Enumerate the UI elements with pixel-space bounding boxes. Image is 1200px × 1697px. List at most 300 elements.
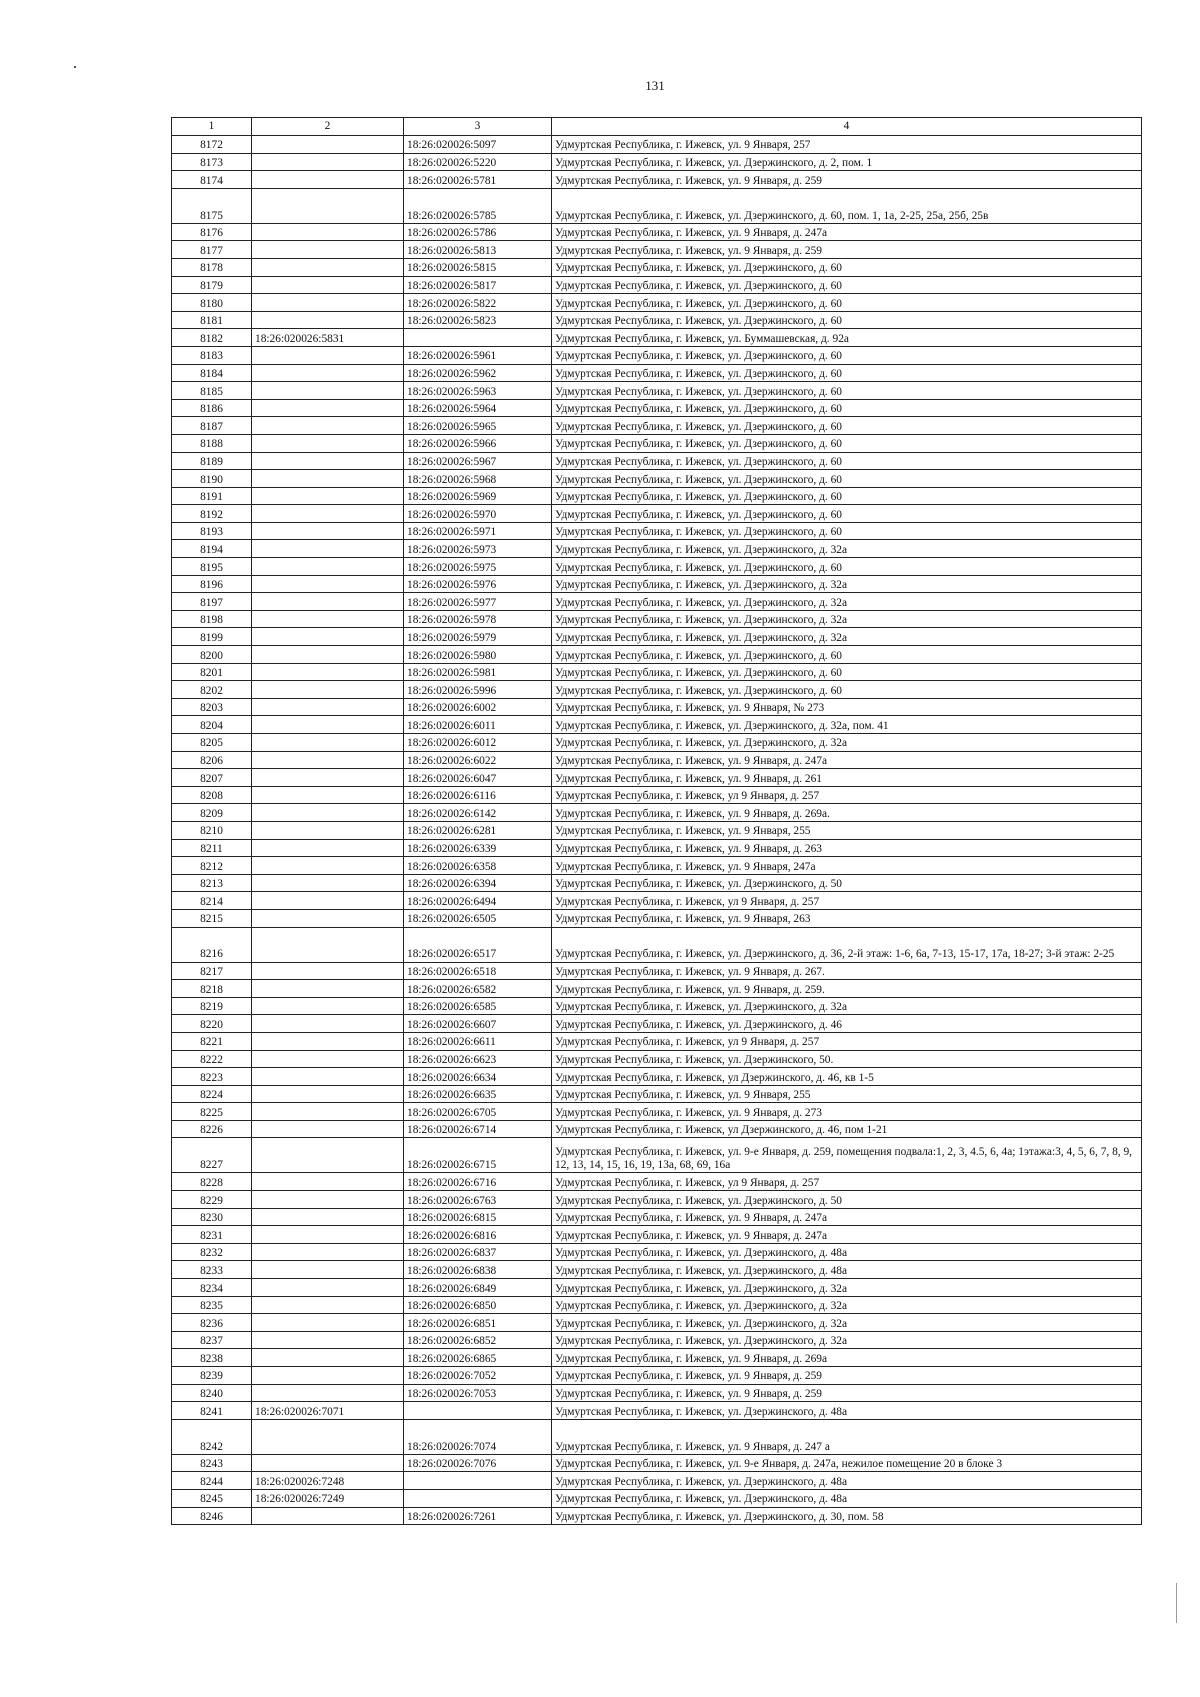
parcel-number-cell (252, 311, 404, 329)
scan-edge-mark (1176, 1583, 1177, 1623)
cadastral-number-cell: 18:26:020026:6838 (404, 1261, 552, 1279)
cadastral-number-cell: 18:26:020026:5979 (404, 628, 552, 646)
parcel-number-cell (252, 769, 404, 787)
address-cell: Удмуртская Республика, г. Ижевск, ул. Дзержинского, д. 60 (552, 470, 1142, 488)
address-cell: Удмуртская Республика, г. Ижевск, ул. 9 Января, д. 259 (552, 241, 1142, 259)
address-cell: Удмуртская Республика, г. Ижевск, ул. Дзержинского, д. 60 (552, 505, 1142, 523)
cadastral-number-cell: 18:26:020026:6394 (404, 874, 552, 892)
cadastral-number-cell: 18:26:020026:6635 (404, 1085, 552, 1103)
cadastral-number-cell: 18:26:020026:5977 (404, 593, 552, 611)
row-number-cell: 8224 (172, 1085, 252, 1103)
table-row (172, 1384, 1142, 1402)
table-row (172, 1402, 1142, 1420)
row-number-cell: 8213 (172, 874, 252, 892)
address-cell: Удмуртская Республика, г. Ижевск, ул. 9 Января, д. 259 (552, 1384, 1142, 1402)
table-row (172, 663, 1142, 681)
row-number-cell: 8242 (172, 1419, 252, 1454)
address-cell: Удмуртская Республика, г. Ижевск, ул. 9 Января, д. 269а (552, 1349, 1142, 1367)
table-row (172, 540, 1142, 558)
table-row (172, 1314, 1142, 1332)
row-number-cell: 8196 (172, 575, 252, 593)
address-cell: Удмуртская Республика, г. Ижевск, ул. 9 Января, 263 (552, 909, 1142, 927)
table-row (172, 1191, 1142, 1209)
table-row (172, 1349, 1142, 1367)
cadastral-number-cell: 18:26:020026:5975 (404, 558, 552, 576)
address-cell: Удмуртская Республика, г. Ижевск, ул. 9 Января, д. 247а (552, 223, 1142, 241)
table-row (172, 575, 1142, 593)
table-row (172, 1331, 1142, 1349)
table-row (172, 329, 1142, 347)
address-cell: Удмуртская Республика, г. Ижевск, ул. Буммашевская, д. 92а (552, 329, 1142, 347)
parcel-number-cell (252, 646, 404, 664)
table-row (172, 258, 1142, 276)
table-row (172, 821, 1142, 839)
table-row (172, 997, 1142, 1015)
address-cell: Удмуртская Республика, г. Ижевск, ул. Дзержинского, д. 32а (552, 1296, 1142, 1314)
row-number-cell: 8203 (172, 698, 252, 716)
row-number-cell: 8225 (172, 1103, 252, 1121)
row-number-cell: 8176 (172, 223, 252, 241)
cadastral-number-cell: 18:26:020026:5968 (404, 470, 552, 488)
row-number-cell: 8236 (172, 1314, 252, 1332)
address-cell: Удмуртская Республика, г. Ижевск, ул. Дзержинского, д. 60 (552, 663, 1142, 681)
cadastral-number-cell: 18:26:020026:6634 (404, 1068, 552, 1086)
row-number-cell: 8197 (172, 593, 252, 611)
parcel-number-cell (252, 1138, 404, 1173)
table-row (172, 857, 1142, 875)
column-header-3: 3 (404, 118, 552, 136)
table-row (172, 1367, 1142, 1385)
parcel-number-cell (252, 276, 404, 294)
row-number-cell: 8235 (172, 1296, 252, 1314)
parcel-number-cell (252, 1015, 404, 1033)
table-row (172, 136, 1142, 154)
row-number-cell: 8207 (172, 769, 252, 787)
parcel-number-cell (252, 909, 404, 927)
table-row (172, 364, 1142, 382)
address-cell: Удмуртская Республика, г. Ижевск, ул. Дзержинского, д. 32а (552, 540, 1142, 558)
cadastral-table (171, 117, 1142, 1525)
cadastral-number-cell: 18:26:020026:5962 (404, 364, 552, 382)
address-cell: Удмуртская Республика, г. Ижевск, ул. Дзержинского, д. 60 (552, 434, 1142, 452)
address-cell: Удмуртская Республика, г. Ижевск, ул. 9-е Января, д. 247а, нежилое помещение 20 в блоке 3 (552, 1454, 1142, 1472)
cadastral-number-cell: 18:26:020026:6865 (404, 1349, 552, 1367)
cadastral-number-cell: 18:26:020026:5966 (404, 434, 552, 452)
parcel-number-cell (252, 434, 404, 452)
cadastral-number-cell: 18:26:020026:6850 (404, 1296, 552, 1314)
row-number-cell: 8233 (172, 1261, 252, 1279)
address-cell: Удмуртская Республика, г. Ижевск, ул. Дзержинского, д. 60 (552, 294, 1142, 312)
table-row (172, 980, 1142, 998)
table-row (172, 487, 1142, 505)
address-cell: Удмуртская Республика, г. Ижевск, ул. 9-е Января, д. 259, помещения подвала:1, 2, 3, 4.5, 6, 4а; 1этажа:3, 4, 5, 6, 7, 8, 9, 12, 13, 14, 15, 16, 19, 13а, 68, 69, 16а (552, 1138, 1142, 1173)
row-number-cell: 8178 (172, 258, 252, 276)
cadastral-number-cell: 18:26:020026:6281 (404, 821, 552, 839)
parcel-number-cell (252, 1032, 404, 1050)
parcel-number-cell (252, 1085, 404, 1103)
row-number-cell: 8191 (172, 487, 252, 505)
table-row (172, 628, 1142, 646)
table-row (172, 1296, 1142, 1314)
row-number-cell: 8209 (172, 804, 252, 822)
row-number-cell: 8226 (172, 1120, 252, 1138)
row-number-cell: 8229 (172, 1191, 252, 1209)
cadastral-number-cell: 18:26:020026:6607 (404, 1015, 552, 1033)
cadastral-number-cell (404, 1402, 552, 1420)
cadastral-number-cell: 18:26:020026:5980 (404, 646, 552, 664)
cadastral-number-cell: 18:26:020026:6142 (404, 804, 552, 822)
parcel-number-cell (252, 1367, 404, 1385)
table-row (172, 1208, 1142, 1226)
address-cell: Удмуртская Республика, г. Ижевск, ул. Дзержинского, д. 48а (552, 1489, 1142, 1507)
parcel-number-cell (252, 1507, 404, 1525)
address-cell: Удмуртская Республика, г. Ижевск, ул. 9 Января, 257 (552, 136, 1142, 154)
cadastral-number-cell: 18:26:020026:5963 (404, 382, 552, 400)
parcel-number-cell (252, 558, 404, 576)
cadastral-number-cell: 18:26:020026:6716 (404, 1173, 552, 1191)
table-row (172, 909, 1142, 927)
row-number-cell: 8199 (172, 628, 252, 646)
cadastral-number-cell: 18:26:020026:5967 (404, 452, 552, 470)
table-row (172, 188, 1142, 223)
table-row (172, 962, 1142, 980)
parcel-number-cell (252, 610, 404, 628)
row-number-cell: 8173 (172, 153, 252, 171)
address-cell: Удмуртская Республика, г. Ижевск, ул. Дзержинского, д. 60 (552, 646, 1142, 664)
page-number: 131 (645, 78, 665, 93)
row-number-cell: 8205 (172, 734, 252, 752)
row-number-cell: 8217 (172, 962, 252, 980)
address-cell: Удмуртская Республика, г. Ижевск, ул 9 Января, д. 257 (552, 786, 1142, 804)
address-cell: Удмуртская Республика, г. Ижевск, ул. Дзержинского, д. 46 (552, 1015, 1142, 1033)
parcel-number-cell (252, 1331, 404, 1349)
address-cell: Удмуртская Республика, г. Ижевск, ул. Дзержинского, д. 60 (552, 399, 1142, 417)
cadastral-number-cell: 18:26:020026:6611 (404, 1032, 552, 1050)
row-number-cell: 8223 (172, 1068, 252, 1086)
address-cell: Удмуртская Республика, г. Ижевск, ул. Дзержинского, д. 32а, пом. 41 (552, 716, 1142, 734)
address-cell: Удмуртская Республика, г. Ижевск, ул Дзержинского, д. 46, кв 1-5 (552, 1068, 1142, 1086)
row-number-cell: 8210 (172, 821, 252, 839)
table-row (172, 311, 1142, 329)
cadastral-number-cell: 18:26:020026:5097 (404, 136, 552, 154)
parcel-number-cell (252, 1243, 404, 1261)
cadastral-number-cell: 18:26:020026:5976 (404, 575, 552, 593)
cadastral-number-cell: 18:26:020026:5964 (404, 399, 552, 417)
parcel-number-cell (252, 1191, 404, 1209)
table-row (172, 927, 1142, 962)
table-row (172, 1454, 1142, 1472)
table-row (172, 1032, 1142, 1050)
parcel-number-cell (252, 804, 404, 822)
cadastral-number-cell: 18:26:020026:6518 (404, 962, 552, 980)
address-cell: Удмуртская Республика, г. Ижевск, ул. Дзержинского, д. 32а (552, 1314, 1142, 1332)
cadastral-number-cell: 18:26:020026:5981 (404, 663, 552, 681)
row-number-cell: 8184 (172, 364, 252, 382)
address-cell: Удмуртская Республика, г. Ижевск, ул. Дзержинского, д. 60 (552, 346, 1142, 364)
cadastral-number-cell: 18:26:020026:6339 (404, 839, 552, 857)
header-row (172, 118, 1142, 136)
parcel-number-cell (252, 188, 404, 223)
table-row (172, 434, 1142, 452)
cadastral-number-cell: 18:26:020026:6582 (404, 980, 552, 998)
parcel-number-cell (252, 1103, 404, 1121)
row-number-cell: 8222 (172, 1050, 252, 1068)
address-cell: Удмуртская Республика, г. Ижевск, ул. Дзержинского, д. 60 (552, 558, 1142, 576)
row-number-cell: 8190 (172, 470, 252, 488)
row-number-cell: 8177 (172, 241, 252, 259)
parcel-number-cell (252, 874, 404, 892)
address-cell: Удмуртская Республика, г. Ижевск, ул. 9 Января, д. 259 (552, 1367, 1142, 1385)
cadastral-number-cell: 18:26:020026:5996 (404, 681, 552, 699)
cadastral-number-cell: 18:26:020026:7074 (404, 1419, 552, 1454)
parcel-number-cell (252, 241, 404, 259)
parcel-number-cell (252, 628, 404, 646)
row-number-cell: 8238 (172, 1349, 252, 1367)
cadastral-number-cell: 18:26:020026:6623 (404, 1050, 552, 1068)
address-cell: Удмуртская Республика, г. Ижевск, ул. Дзержинского, 50. (552, 1050, 1142, 1068)
cadastral-number-cell: 18:26:020026:6494 (404, 892, 552, 910)
parcel-number-cell (252, 364, 404, 382)
table-row (172, 1068, 1142, 1086)
address-cell: Удмуртская Республика, г. Ижевск, ул. 9 Января, д. 259 (552, 171, 1142, 189)
address-cell: Удмуртская Республика, г. Ижевск, ул. 9 Января, д. 247 а (552, 1419, 1142, 1454)
row-number-cell: 8230 (172, 1208, 252, 1226)
parcel-number-cell (252, 734, 404, 752)
table-row (172, 1120, 1142, 1138)
parcel-number-cell (252, 452, 404, 470)
table-row (172, 1085, 1142, 1103)
row-number-cell: 8188 (172, 434, 252, 452)
cadastral-number-cell: 18:26:020026:6815 (404, 1208, 552, 1226)
row-number-cell: 8206 (172, 751, 252, 769)
cadastral-number-cell: 18:26:020026:6012 (404, 734, 552, 752)
table-row (172, 874, 1142, 892)
cadastral-number-cell: 18:26:020026:6002 (404, 698, 552, 716)
table-row (172, 1138, 1142, 1173)
parcel-number-cell (252, 821, 404, 839)
parcel-number-cell (252, 540, 404, 558)
table-row (172, 522, 1142, 540)
cadastral-number-cell: 18:26:020026:6837 (404, 1243, 552, 1261)
row-number-cell: 8219 (172, 997, 252, 1015)
parcel-number-cell (252, 839, 404, 857)
parcel-number-cell (252, 698, 404, 716)
address-cell: Удмуртская Республика, г. Ижевск, ул. Дзержинского, д. 60 (552, 311, 1142, 329)
row-number-cell: 8243 (172, 1454, 252, 1472)
address-cell: Удмуртская Республика, г. Ижевск, ул. Дзержинского, д. 32а (552, 734, 1142, 752)
row-number-cell: 8198 (172, 610, 252, 628)
address-cell: Удмуртская Республика, г. Ижевск, ул. Дзержинского, д. 60 (552, 258, 1142, 276)
address-cell: Удмуртская Республика, г. Ижевск, ул. 9 Января, д. 247а (552, 1208, 1142, 1226)
cadastral-number-cell: 18:26:020026:6358 (404, 857, 552, 875)
row-number-cell: 8186 (172, 399, 252, 417)
cadastral-number-cell: 18:26:020026:7053 (404, 1384, 552, 1402)
cadastral-number-cell: 18:26:020026:5969 (404, 487, 552, 505)
table-row (172, 786, 1142, 804)
cadastral-number-cell: 18:26:020026:5971 (404, 522, 552, 540)
address-cell: Удмуртская Республика, г. Ижевск, ул. Дзержинского, д. 32а (552, 1279, 1142, 1297)
parcel-number-cell (252, 258, 404, 276)
address-cell: Удмуртская Республика, г. Ижевск, ул. Дзержинского, д. 60 (552, 452, 1142, 470)
cadastral-number-cell: 18:26:020026:7261 (404, 1507, 552, 1525)
parcel-number-cell (252, 1120, 404, 1138)
table-row (172, 734, 1142, 752)
parcel-number-cell (252, 575, 404, 593)
cadastral-number-cell: 18:26:020026:5822 (404, 294, 552, 312)
address-cell: Удмуртская Республика, г. Ижевск, ул. Дзержинского, д. 32а (552, 593, 1142, 611)
address-cell: Удмуртская Республика, г. Ижевск, ул. 9 Января, 255 (552, 1085, 1142, 1103)
table-body (172, 136, 1142, 1525)
row-number-cell: 8208 (172, 786, 252, 804)
cadastral-number-cell: 18:26:020026:6116 (404, 786, 552, 804)
table-row (172, 839, 1142, 857)
table-row (172, 716, 1142, 734)
row-number-cell: 8174 (172, 171, 252, 189)
table-row (172, 804, 1142, 822)
parcel-number-cell (252, 136, 404, 154)
row-number-cell: 8246 (172, 1507, 252, 1525)
address-cell: Удмуртская Республика, г. Ижевск, ул. Дзержинского, д. 50 (552, 874, 1142, 892)
table-row (172, 452, 1142, 470)
cadastral-number-cell: 18:26:020026:5813 (404, 241, 552, 259)
address-cell: Удмуртская Республика, г. Ижевск, ул. 9 Января, д. 269а. (552, 804, 1142, 822)
column-header-2: 2 (252, 118, 404, 136)
address-cell: Удмуртская Республика, г. Ижевск, ул. Дзержинского, д. 60 (552, 417, 1142, 435)
table-row (172, 892, 1142, 910)
cadastral-number-cell: 18:26:020026:5786 (404, 223, 552, 241)
address-cell: Удмуртская Республика, г. Ижевск, ул. Дзержинского, д. 48а (552, 1472, 1142, 1490)
table-row (172, 610, 1142, 628)
cadastral-number-cell: 18:26:020026:5961 (404, 346, 552, 364)
address-cell: Удмуртская Республика, г. Ижевск, ул Дзержинского, д. 46, пом 1-21 (552, 1120, 1142, 1138)
parcel-number-cell (252, 294, 404, 312)
row-number-cell: 8193 (172, 522, 252, 540)
parcel-number-cell (252, 681, 404, 699)
row-number-cell: 8239 (172, 1367, 252, 1385)
table-row (172, 646, 1142, 664)
parcel-number-cell (252, 1384, 404, 1402)
cadastral-number-cell: 18:26:020026:6705 (404, 1103, 552, 1121)
cadastral-number-cell: 18:26:020026:6047 (404, 769, 552, 787)
table-row (172, 1261, 1142, 1279)
address-cell: Удмуртская Республика, г. Ижевск, ул. Дзержинского, д. 48а (552, 1402, 1142, 1420)
address-cell: Удмуртская Республика, г. Ижевск, ул. 9 Января, д. 259. (552, 980, 1142, 998)
table-row (172, 1472, 1142, 1490)
cadastral-number-cell: 18:26:020026:7076 (404, 1454, 552, 1472)
row-number-cell: 8194 (172, 540, 252, 558)
row-number-cell: 8228 (172, 1173, 252, 1191)
cadastral-number-cell: 18:26:020026:5965 (404, 417, 552, 435)
row-number-cell: 8202 (172, 681, 252, 699)
address-cell: Удмуртская Республика, г. Ижевск, ул. Дзержинского, д. 60 (552, 276, 1142, 294)
parcel-number-cell (252, 892, 404, 910)
cadastral-number-cell: 18:26:020026:6763 (404, 1191, 552, 1209)
address-cell: Удмуртская Республика, г. Ижевск, ул. Дзержинского, д. 48а (552, 1243, 1142, 1261)
row-number-cell: 8232 (172, 1243, 252, 1261)
address-cell: Удмуртская Республика, г. Ижевск, ул. Дзержинского, д. 32а (552, 1331, 1142, 1349)
table-row (172, 1173, 1142, 1191)
table-row (172, 1419, 1142, 1454)
parcel-number-cell (252, 1296, 404, 1314)
row-number-cell: 8181 (172, 311, 252, 329)
address-cell: Удмуртская Республика, г. Ижевск, ул. Дзержинского, д. 32а (552, 610, 1142, 628)
parcel-number-cell (252, 1261, 404, 1279)
row-number-cell: 8180 (172, 294, 252, 312)
cadastral-number-cell: 18:26:020026:6517 (404, 927, 552, 962)
parcel-number-cell (252, 980, 404, 998)
parcel-number-cell (252, 1314, 404, 1332)
table-row (172, 751, 1142, 769)
row-number-cell: 8211 (172, 839, 252, 857)
row-number-cell: 8218 (172, 980, 252, 998)
parcel-number-cell (252, 505, 404, 523)
parcel-number-cell: 18:26:020026:5831 (252, 329, 404, 347)
table-row (172, 1489, 1142, 1507)
row-number-cell: 8204 (172, 716, 252, 734)
parcel-number-cell (252, 1173, 404, 1191)
address-cell: Удмуртская Республика, г. Ижевск, ул 9 Января, д. 257 (552, 1032, 1142, 1050)
cadastral-number-cell: 18:26:020026:6715 (404, 1138, 552, 1173)
address-cell: Удмуртская Республика, г. Ижевск, ул. Дзержинского, д. 60 (552, 522, 1142, 540)
address-cell: Удмуртская Республика, г. Ижевск, ул 9 Января, д. 257 (552, 892, 1142, 910)
parcel-number-cell (252, 1454, 404, 1472)
column-header-1: 1 (172, 118, 252, 136)
row-number-cell: 8240 (172, 1384, 252, 1402)
table-row (172, 276, 1142, 294)
parcel-number-cell (252, 487, 404, 505)
parcel-number-cell (252, 716, 404, 734)
cadastral-number-cell: 18:26:020026:5815 (404, 258, 552, 276)
address-cell: Удмуртская Республика, г. Ижевск, ул. Дзержинского, д. 32а (552, 628, 1142, 646)
row-number-cell: 8231 (172, 1226, 252, 1244)
cadastral-number-cell: 18:26:020026:5978 (404, 610, 552, 628)
table-row (172, 1015, 1142, 1033)
parcel-number-cell (252, 786, 404, 804)
address-cell: Удмуртская Республика, г. Ижевск, ул. Дзержинского, д. 32а (552, 575, 1142, 593)
parcel-number-cell (252, 399, 404, 417)
address-cell: Удмуртская Республика, г. Ижевск, ул. 9 Января, 247а (552, 857, 1142, 875)
row-number-cell: 8200 (172, 646, 252, 664)
row-number-cell: 8221 (172, 1032, 252, 1050)
cadastral-number-cell: 18:26:020026:6585 (404, 997, 552, 1015)
address-cell: Удмуртская Республика, г. Ижевск, ул 9 Января, д. 257 (552, 1173, 1142, 1191)
row-number-cell: 8183 (172, 346, 252, 364)
address-cell: Удмуртская Республика, г. Ижевск, ул. 9 Января, д. 267. (552, 962, 1142, 980)
row-number-cell: 8179 (172, 276, 252, 294)
table-row (172, 698, 1142, 716)
parcel-number-cell (252, 346, 404, 364)
row-number-cell: 8244 (172, 1472, 252, 1490)
address-cell: Удмуртская Республика, г. Ижевск, ул. Дзержинского, д. 32а (552, 997, 1142, 1015)
parcel-number-cell: 18:26:020026:7249 (252, 1489, 404, 1507)
table-row (172, 558, 1142, 576)
parcel-number-cell (252, 857, 404, 875)
scan-speck (74, 66, 76, 68)
row-number-cell: 8212 (172, 857, 252, 875)
row-number-cell: 8241 (172, 1402, 252, 1420)
cadastral-number-cell: 18:26:020026:5220 (404, 153, 552, 171)
parcel-number-cell (252, 1419, 404, 1454)
row-number-cell: 8175 (172, 188, 252, 223)
table-row (172, 593, 1142, 611)
cadastral-number-cell (404, 1472, 552, 1490)
table-row (172, 153, 1142, 171)
parcel-number-cell (252, 153, 404, 171)
table-row (172, 1279, 1142, 1297)
parcel-number-cell (252, 927, 404, 962)
cadastral-number-cell: 18:26:020026:5970 (404, 505, 552, 523)
row-number-cell: 8201 (172, 663, 252, 681)
